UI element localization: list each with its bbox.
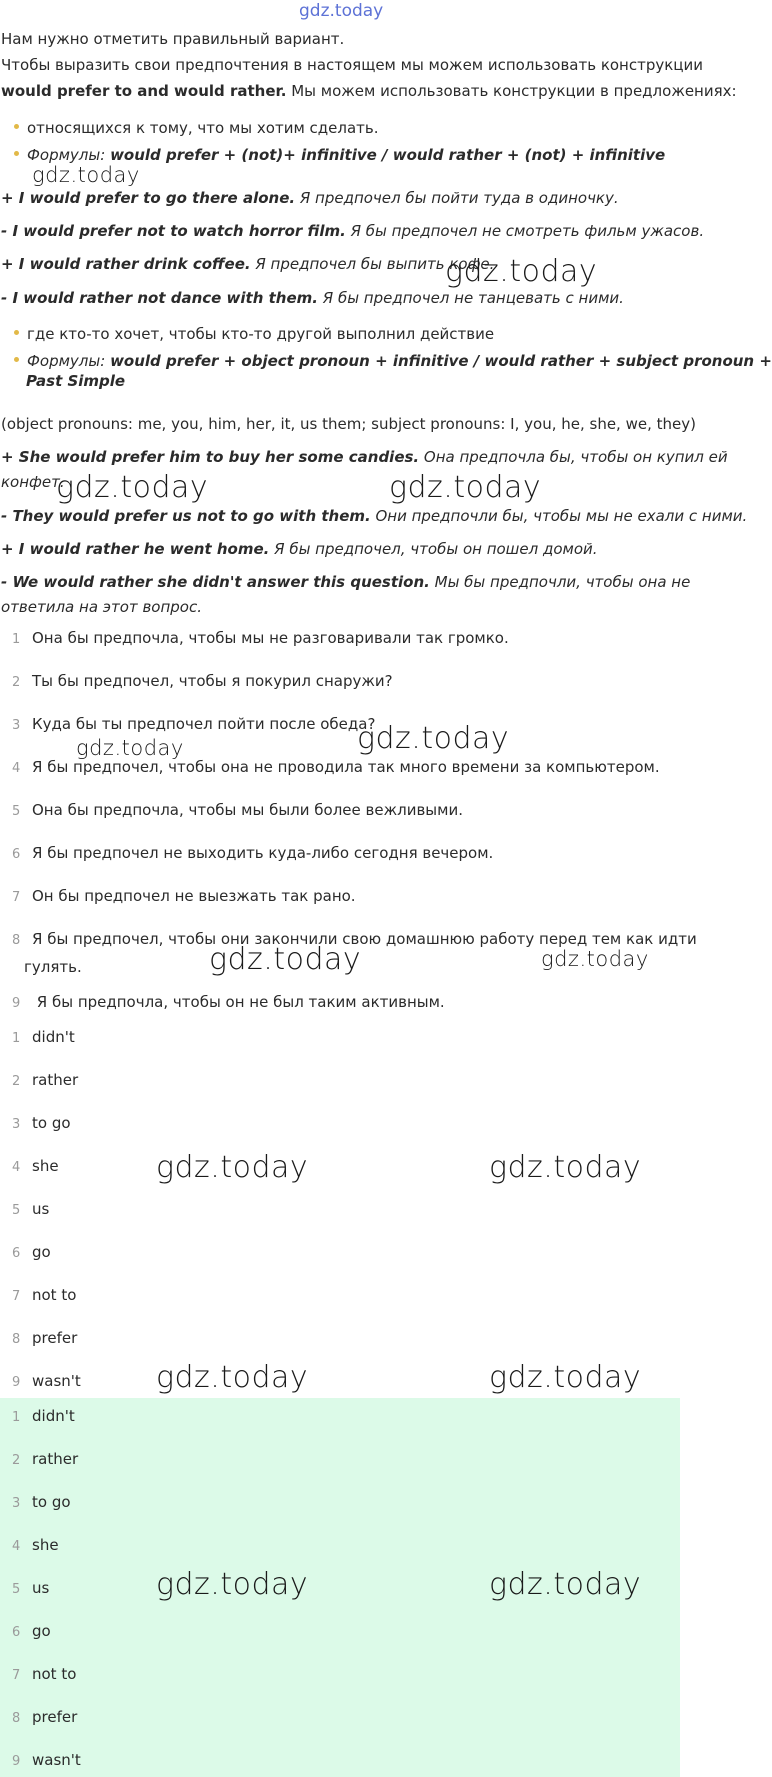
answer-item-highlighted: 7 not to — [12, 1665, 77, 1683]
answer-item: 5 us — [12, 1200, 50, 1218]
watermark: gdz.today — [489, 1567, 642, 1602]
bullet-text: где кто-то хочет, чтобы кто-то другой выполнил действие — [27, 325, 495, 343]
watermark: gdz.today — [541, 947, 649, 971]
formula: would prefer + (not)+ infinitive / would rather + (not) + infinitive — [110, 146, 666, 164]
watermark: gdz.today — [357, 721, 510, 756]
bullet-text: относящихся к тому, что мы хотим сделать. — [27, 119, 379, 137]
answer-item: 6 go — [12, 1243, 51, 1261]
watermark: gdz.today — [156, 1360, 309, 1395]
answer-item: 2 rather — [12, 1071, 79, 1089]
rule2-example-cont: конфет. — [1, 473, 65, 491]
rule1-example: + I would prefer to go there alone. Я предпочел бы пойти туда в одиночку. — [1, 189, 619, 207]
translation-item: 2 Ты бы предпочел, чтобы я покурил снаружи? — [12, 672, 393, 690]
rule2-example: + She would prefer him to buy her some candies. Она предпочла бы, чтобы он купил ей — [1, 448, 728, 466]
translation-item: 9 Я бы предпочла, чтобы он не был таким активным. — [12, 993, 445, 1011]
bullet-dot-icon — [14, 151, 19, 156]
answer-item: 4 she — [12, 1157, 59, 1175]
pronouns-note: (object pronouns: me, you, him, her, it, us them; subject pronouns: I, you, he, she, we, they) — [1, 415, 696, 433]
bullet-prefix: Формулы: — [27, 352, 111, 370]
answer-item: 9 wasn't — [12, 1372, 81, 1390]
answer-item: 7 not to — [12, 1286, 77, 1304]
translation-item: 5 Она бы предпочла, чтобы мы были более вежливыми. — [12, 801, 463, 819]
translation-item-cont: гулять. — [24, 958, 82, 976]
intro-line-3 — [1, 81, 737, 101]
rule1-example: + I would rather drink coffee. Я предпочел бы выпить кофе. — [1, 255, 495, 273]
watermark: gdz.today — [156, 1150, 309, 1185]
intro-line-1: Нам нужно отметить правильный вариант. — [1, 30, 345, 48]
translation-item: 4 Я бы предпочел, чтобы она не проводила так много времени за компьютером. — [12, 758, 660, 776]
watermark: gdz.today — [489, 1150, 642, 1185]
bullet-dot-icon — [14, 330, 19, 335]
rule2-example: - They would prefer us not to go with them. Они предпочли бы, чтобы мы не ехали с ними. — [1, 507, 748, 525]
rule2-bullet-2 — [14, 351, 772, 371]
bullet-dot-icon — [14, 124, 19, 129]
translation-item: 7 Он бы предпочел не выезжать так рано. — [12, 887, 356, 905]
watermark: gdz.today — [489, 1360, 642, 1395]
bullet-dot-icon — [14, 357, 19, 362]
rule1-bullet-1 — [14, 118, 379, 138]
answer-item: 8 prefer — [12, 1329, 78, 1347]
watermark: gdz.today — [32, 163, 140, 187]
answer-item-highlighted: 3 to go — [12, 1493, 71, 1511]
answer-item-highlighted: 4 she — [12, 1536, 59, 1554]
intro-line-2: Чтобы выразить свои предпочтения в настоящем мы можем использовать конструкции — [1, 56, 704, 74]
rule1-example: - I would rather not dance with them. Я бы предпочел не танцевать с ними. — [1, 289, 624, 307]
rule2-example-cont: ответила на этот вопрос. — [1, 598, 202, 616]
watermark: gdz.today — [76, 736, 184, 760]
intro-rest: Мы можем использовать конструкции в предложениях: — [286, 82, 737, 100]
answer-item-highlighted: 6 go — [12, 1622, 51, 1640]
formula: would prefer + object pronoun + infinitive / would rather + subject pronoun + — [110, 352, 772, 370]
watermark: gdz.today — [445, 254, 598, 289]
answer-item-highlighted: 9 wasn't — [12, 1751, 81, 1769]
answer-item: 3 to go — [12, 1114, 71, 1132]
site-title[interactable]: gdz.today — [299, 1, 384, 21]
watermark: gdz.today — [389, 470, 542, 505]
answer-item-highlighted: 1 didn't — [12, 1407, 75, 1425]
rule2-bullet-1 — [14, 324, 494, 344]
rule2-formula-line-2: Past Simple — [26, 372, 126, 390]
answer-item-highlighted: 8 prefer — [12, 1708, 78, 1726]
translation-item: 3 Куда бы ты предпочел пойти после обеда? — [12, 715, 376, 733]
translation-item: 6 Я бы предпочел не выходить куда-либо сегодня вечером. — [12, 844, 494, 862]
watermark: gdz.today — [156, 1567, 309, 1602]
translation-item: 8 Я бы предпочел, чтобы они закончили свою домашнюю работу перед тем как идти — [12, 930, 697, 948]
rule2-example: + I would rather he went home. Я бы предпочел, чтобы он пошел домой. — [1, 540, 598, 558]
answer-item: 1 didn't — [12, 1028, 75, 1046]
intro-bold: would prefer to and would rather. — [1, 82, 287, 100]
bullet-prefix: Формулы: — [27, 146, 111, 164]
answer-item-highlighted: 5 us — [12, 1579, 50, 1597]
answer-item-highlighted: 2 rather — [12, 1450, 79, 1468]
translation-item: 1 Она бы предпочла, чтобы мы не разговаривали так громко. — [12, 629, 509, 647]
watermark: gdz.today — [56, 470, 209, 505]
rule2-example: - We would rather she didn't answer this question. Мы бы предпочли, чтобы она не — [1, 573, 691, 591]
rule1-example: - I would prefer not to watch horror film. Я бы предпочел не смотреть фильм ужасов. — [1, 222, 705, 240]
watermark: gdz.today — [209, 942, 362, 977]
rule1-bullet-2 — [14, 145, 665, 165]
